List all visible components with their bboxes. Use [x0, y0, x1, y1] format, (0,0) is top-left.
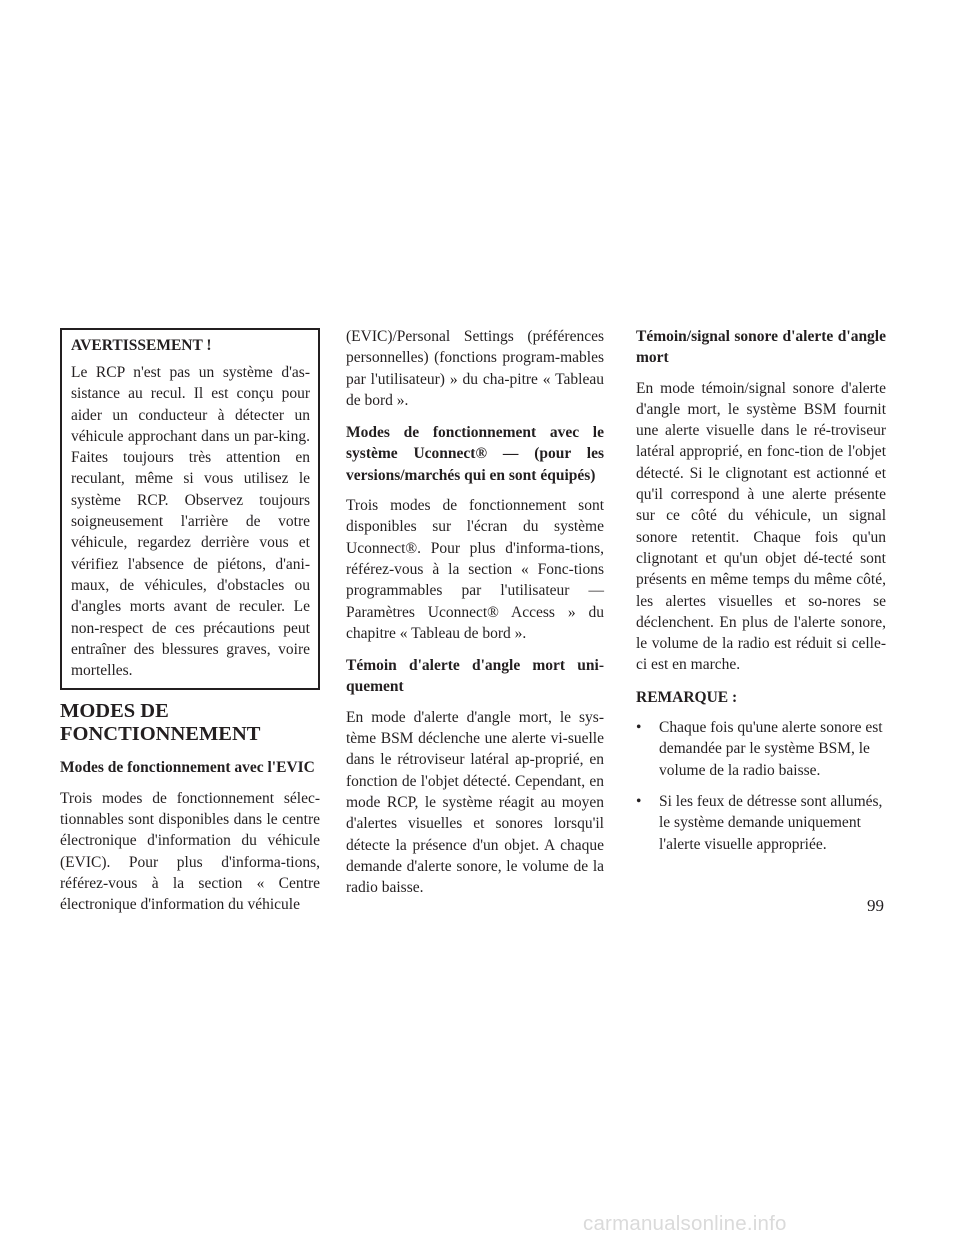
uconnect-text: Trois modes de fonctionnement sont disponibles sur l'écran du système Uconnect®. Pour plus d'informa-tions, référez-vous à la section « Fonc-tions programmables par l'utilisateur — Paramètres Uconnect® Access » du chapitre « Tableau de bord ».: [346, 497, 604, 642]
section-title: [60, 700, 320, 745]
warning-box: [60, 328, 320, 690]
blind-spot-heading: Témoin d'alerte d'angle mort uni-quement: [346, 657, 604, 696]
list-item: [636, 791, 886, 855]
uconnect-heading: Modes de fonctionnement avec le système Uconnect® — (pour les versions/marchés qui en sont équipés): [346, 424, 604, 484]
bullet-icon: •: [636, 719, 642, 737]
list-item: [636, 717, 886, 781]
evic-heading: Modes de fonctionnement avec l'EVIC: [60, 759, 315, 777]
evic-text-continued: (EVIC)/Personal Settings (préférences personnelles) (fonctions program-mables par l'utilisateur) » du cha-pitre « Tableau de bord ».: [346, 328, 604, 409]
audible-alert-text: En mode témoin/signal sonore d'alerte d'angle mort, le système BSM fournit une alerte visuelle dans le ré-troviseur latéral approprié, en fonc-tion de l'objet détecté. Si le clignotant est actionné et qu'il correspond à une alerte présente sur ce côté du véhicule, un signal sonore retentit. Chaque fois qu'un clignotant et qu'un objet dé-tecté sont présents en même temps du même côté, les alertes visuelles et so-nores se déclenchent. En plus de l'alerte sonore, le volume de la radio est réduit si celle-ci est en marche.: [636, 379, 886, 674]
section-title-line-2: FONCTIONNEMENT: [60, 722, 261, 745]
note-text-1: Chaque fois qu'une alerte sonore est demandée par le système BSM, le volume de la radio baisse.: [659, 719, 883, 779]
warning-title: AVERTISSEMENT !: [71, 337, 212, 354]
warning-text: Le RCP n'est pas un système d'as-sistance au recul. Il est conçu pour aider un conducteur à détecter un véhicule approchant dans un par-king. Faites toujours très attention en reculant, même si vous utilisez le système RCP. Observez toujours soigneusement l'arrière de votre véhicule, regardez derrière vous et vérifiez l'absence de piétons, d'ani-maux, de véhicules, d'obstacles ou d'angles morts avant de reculer. Le non-respect de ces précautions peut entraîner des blessures graves, voire mortelles.: [71, 364, 310, 680]
evic-text: Trois modes de fonctionnement sélec-tionnables sont disponibles dans le centre électronique d'information du véhicule (EVIC). Pour plus d'informa-tions, référez-vous à la section « Centre électronique d'information du véhicule: [60, 789, 320, 914]
column-3: [636, 326, 886, 865]
blind-spot-text: En mode d'alerte d'angle mort, le sys-tème BSM déclenche une alerte vi-suelle dans le rétroviseur latéral ap-proprié, en fonction de l'objet détecté. Cependant, en mode RCP, le système réagit au moyen d'alertes visuelles et sonores lorsqu'il détecte la présence d'un objet. A chaque demande d'alerte sonore, le volume de la radio baisse.: [346, 708, 604, 897]
bullet-icon: •: [636, 792, 642, 810]
watermark: carmanualsonline.info: [583, 1212, 787, 1235]
note-text-2: Si les feux de détresse sont allumés, le système demande uniquement l'alerte visuelle appropriée.: [659, 792, 883, 853]
column-1: [60, 328, 320, 916]
audible-alert-heading: Témoin/signal sonore d'alerte d'angle mort: [636, 328, 886, 367]
note-heading: REMARQUE :: [636, 688, 738, 706]
section-title-line-1: MODES DE: [60, 700, 169, 723]
note-list: [636, 717, 886, 855]
column-2: [346, 326, 604, 898]
page-number: 99: [867, 896, 884, 915]
